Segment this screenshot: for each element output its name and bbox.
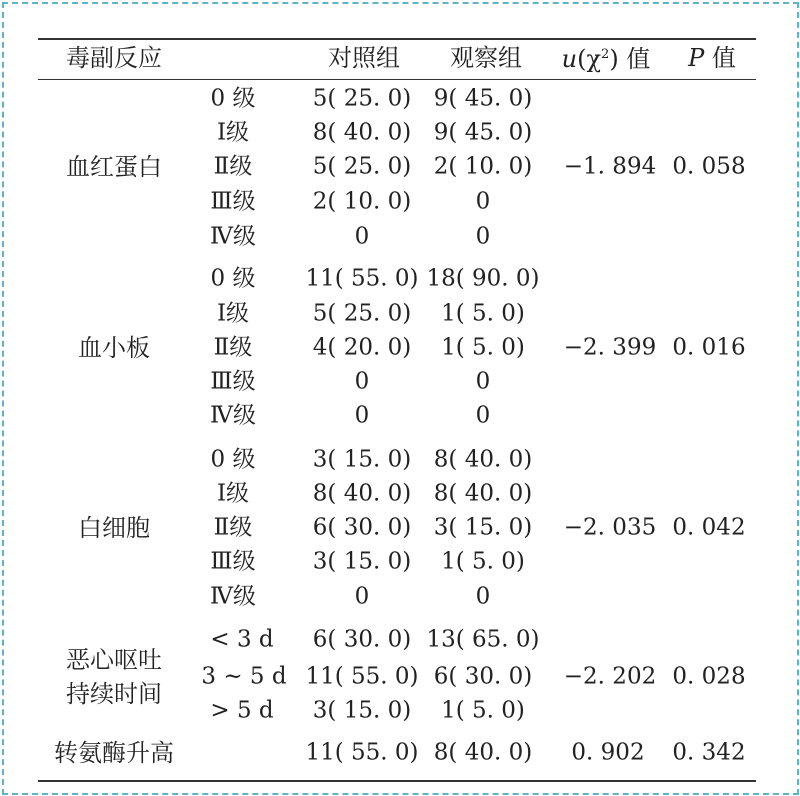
- control-value: 0: [354, 583, 370, 610]
- grade-label: 0 级: [210, 265, 256, 292]
- observe-value: 8( 40. 0): [433, 480, 533, 507]
- duration-label: > 5 d: [210, 697, 274, 724]
- observe-value: 3( 15. 0): [433, 514, 533, 541]
- header-statistic-end: ) 值: [609, 45, 651, 73]
- observe-value: 1( 5. 0): [441, 334, 525, 361]
- control-value: 11( 55. 0): [305, 265, 419, 292]
- group-name: 血红蛋白: [66, 153, 162, 181]
- observe-value: 2( 10. 0): [433, 153, 533, 180]
- header-statistic-sup: 2: [601, 47, 610, 62]
- statistic-value: −2. 202: [563, 663, 657, 690]
- control-value: 11( 55. 0): [305, 739, 419, 766]
- grade-label: Ⅰ级: [216, 300, 250, 327]
- header-observe: 观察组: [450, 44, 522, 72]
- p-value: 0. 016: [672, 334, 746, 361]
- duration-label: < 3 d: [210, 626, 274, 653]
- control-value: 5( 25. 0): [312, 300, 412, 327]
- grade-label: Ⅳ级: [210, 402, 256, 429]
- observe-value: 1( 5. 0): [441, 300, 525, 327]
- header-p-var: P: [688, 44, 705, 72]
- grade-label: Ⅳ级: [210, 223, 256, 250]
- table-header-rule: [38, 79, 756, 80]
- observe-value: 0: [475, 368, 491, 395]
- control-value: 11( 55. 0): [305, 663, 419, 690]
- p-value: 0. 342: [672, 739, 746, 766]
- duration-label: 3 ~ 5 d: [201, 663, 287, 690]
- observe-value: 0: [475, 188, 491, 215]
- grade-label: Ⅲ级: [210, 548, 256, 575]
- control-value: 4( 20. 0): [312, 334, 412, 361]
- header-effect: 毒副反应: [66, 44, 162, 72]
- p-value: 0. 058: [672, 153, 746, 180]
- control-value: 0: [354, 223, 370, 250]
- observe-value: 1( 5. 0): [441, 697, 525, 724]
- control-value: 8( 40. 0): [312, 119, 412, 146]
- statistic-value: −2. 399: [563, 334, 657, 361]
- control-value: 3( 15. 0): [312, 548, 412, 575]
- observe-value: 8( 40. 0): [433, 739, 533, 766]
- control-value: 5( 25. 0): [312, 153, 412, 180]
- header-statistic-chi: (χ: [577, 45, 602, 73]
- group-name-line-1: 恶心呕吐: [66, 646, 162, 674]
- grade-label: 0 级: [210, 85, 256, 112]
- group-name-line-2: 持续时间: [66, 680, 162, 708]
- statistic-value: −1. 894: [563, 153, 657, 180]
- control-value: 6( 30. 0): [312, 514, 412, 541]
- header-p-value: [688, 46, 736, 70]
- statistic-value: 0. 902: [571, 739, 645, 766]
- observe-value: 9( 45. 0): [433, 85, 533, 112]
- control-value: 6( 30. 0): [312, 626, 412, 653]
- grade-label: Ⅱ级: [213, 514, 253, 541]
- header-p-end: 值: [704, 44, 736, 72]
- observe-value: 18( 90. 0): [426, 265, 540, 292]
- p-value: 0. 042: [672, 514, 746, 541]
- table-bottom-rule: [38, 780, 756, 782]
- grade-label: Ⅱ级: [213, 334, 253, 361]
- observe-value: 1( 5. 0): [441, 548, 525, 575]
- observe-value: 0: [475, 583, 491, 610]
- statistic-value: −2. 035: [563, 514, 657, 541]
- control-value: 0: [354, 368, 370, 395]
- grade-label: Ⅲ级: [210, 368, 256, 395]
- header-control: 对照组: [328, 44, 400, 72]
- control-value: 3( 15. 0): [312, 697, 412, 724]
- group-name: 转氨酶升高: [54, 739, 174, 767]
- group-name: 血小板: [78, 334, 150, 362]
- control-value: 5( 25. 0): [312, 85, 412, 112]
- header-statistic: [562, 47, 651, 71]
- grade-label: Ⅲ级: [210, 188, 256, 215]
- observe-value: 6( 30. 0): [433, 663, 533, 690]
- table-top-rule: [38, 38, 756, 40]
- header-statistic-var: u: [561, 45, 578, 73]
- control-value: 0: [354, 402, 370, 429]
- grade-label: Ⅰ级: [216, 480, 250, 507]
- observe-value: 0: [475, 223, 491, 250]
- observe-value: 9( 45. 0): [433, 119, 533, 146]
- observe-value: 0: [475, 402, 491, 429]
- grade-label: Ⅳ级: [210, 583, 256, 610]
- observe-value: 8( 40. 0): [433, 446, 533, 473]
- observe-value: 13( 65. 0): [426, 626, 540, 653]
- control-value: 3( 15. 0): [312, 446, 412, 473]
- control-value: 8( 40. 0): [312, 480, 412, 507]
- p-value: 0. 028: [672, 663, 746, 690]
- grade-label: Ⅱ级: [213, 153, 253, 180]
- grade-label: Ⅰ级: [216, 119, 250, 146]
- grade-label: 0 级: [210, 446, 256, 473]
- control-value: 2( 10. 0): [312, 188, 412, 215]
- group-name: 白细胞: [78, 514, 150, 542]
